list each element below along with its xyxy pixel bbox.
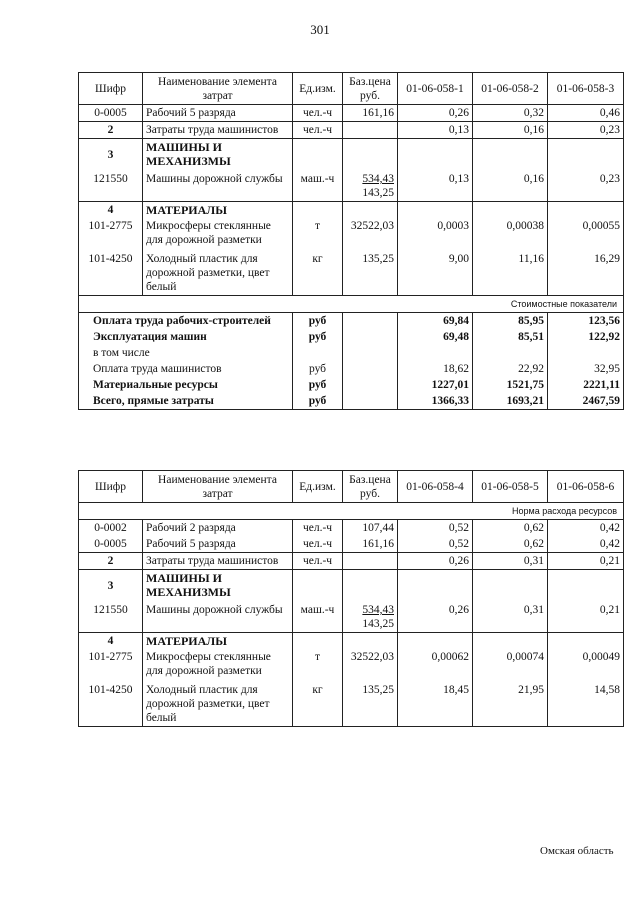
header-code: Шифр [79,73,143,105]
row-unit: чел.-ч [293,520,343,537]
row-name: Затраты труда машинистов [143,553,293,570]
row-value: 0,00038 [473,218,548,248]
row-value: 0,26 [398,553,473,570]
table-row [79,679,624,727]
section-row [79,633,624,650]
row-name: Машины дорожной службы [143,602,293,633]
row-price [343,553,398,570]
row-value: 0,31 [473,553,548,570]
row-value: 0,13 [398,171,473,202]
row-value: 16,29 [548,248,624,296]
row-price: 135,25 [343,679,398,727]
cost-name: Оплата труда рабочих-строителей [79,313,293,330]
row-code: 101-4250 [79,679,143,727]
cost-value: 1227,01 [398,377,473,393]
cost-value: 123,56 [548,313,624,330]
header-price: Баз.цена руб. [343,73,398,105]
cost-label-row [79,296,624,313]
row-value: 14,58 [548,679,624,727]
row-name: Холодный пластик для дорожной разметки, цвет белый [143,679,293,727]
table-row [79,105,624,122]
row-code: 0-0005 [79,105,143,122]
row-name: Рабочий 5 разряда [143,105,293,122]
row-price: 32522,03 [343,649,398,679]
header-col-3: 01-06-058-3 [548,73,624,105]
header-col-2: 01-06-058-2 [473,73,548,105]
section-title: МАШИНЫ И МЕХАНИЗМЫ [143,570,293,603]
cost-row [79,377,624,393]
row-value: 0,0003 [398,218,473,248]
cost-name: Оплата труда машинистов [79,361,293,377]
row-value: 0,42 [548,520,624,537]
row-value: 0,13 [398,122,473,139]
row-unit: кг [293,679,343,727]
row-value: 0,31 [473,602,548,633]
cost-value: 1366,33 [398,393,473,410]
row-price: 135,25 [343,248,398,296]
row-value: 0,26 [398,105,473,122]
row-value: 0,16 [473,171,548,202]
cost-value: 69,84 [398,313,473,330]
resource-table-1 [78,72,624,410]
cost-value: 2221,11 [548,377,624,393]
row-value: 0,23 [548,171,624,202]
row-price [343,171,398,202]
row-name: Холодный пластик для дорожной разметки, цвет белый [143,248,293,296]
table-row [79,602,624,633]
cost-name: Эксплуатация машин [79,329,293,345]
price-primary: 534,43 [362,604,394,616]
cost-unit: руб [293,313,343,330]
price-secondary: 143,25 [362,187,394,199]
header-name: Наименование элемента затрат [143,73,293,105]
section-row [79,139,624,172]
cost-value: 85,95 [473,313,548,330]
header-code: Шифр [79,471,143,503]
row-name: Рабочий 2 разряда [143,520,293,537]
row-value: 0,52 [398,520,473,537]
row-price [343,122,398,139]
row-unit: т [293,649,343,679]
row-name: Затраты труда машинистов [143,122,293,139]
row-unit: чел.-ч [293,536,343,553]
section-code: 4 [79,202,143,219]
row-value: 0,16 [473,122,548,139]
cost-row [79,345,624,361]
resource-norm-label: Норма расхода ресурсов [79,503,624,520]
section-row [79,570,624,603]
header-unit: Ед.изм. [293,471,343,503]
price-primary: 534,43 [362,173,394,185]
header-name: Наименование элемента затрат [143,471,293,503]
row-value: 0,00055 [548,218,624,248]
row-code: 101-2775 [79,649,143,679]
row-unit: кг [293,248,343,296]
table-row [79,171,624,202]
row-code: 2 [79,122,143,139]
cost-row [79,313,624,330]
section-code: 3 [79,570,143,603]
row-name: Машины дорожной службы [143,171,293,202]
header-col-4: 01-06-058-4 [398,471,473,503]
row-name: Микросферы стеклянные для дорожной разметки [143,649,293,679]
row-price: 161,16 [343,536,398,553]
row-price: 107,44 [343,520,398,537]
cost-value: 1521,75 [473,377,548,393]
cost-value: 1693,21 [473,393,548,410]
page-number: 301 [310,22,330,37]
row-name: Микросферы стеклянные для дорожной разметки [143,218,293,248]
row-unit: чел.-ч [293,553,343,570]
cost-value: 69,48 [398,329,473,345]
table-row [79,248,624,296]
row-price: 161,16 [343,105,398,122]
row-value: 0,32 [473,105,548,122]
cost-unit: руб [293,393,343,410]
row-code: 0-0005 [79,536,143,553]
cost-value: 85,51 [473,329,548,345]
cost-value: 18,62 [398,361,473,377]
section-title: МАТЕРИАЛЫ [143,633,293,650]
table-row [79,649,624,679]
row-code: 121550 [79,602,143,633]
table-header-row [79,471,624,503]
cost-value: 32,95 [548,361,624,377]
row-value: 0,42 [548,536,624,553]
cost-value: 2467,59 [548,393,624,410]
row-name: Рабочий 5 разряда [143,536,293,553]
row-value: 0,21 [548,553,624,570]
row-code: 101-4250 [79,248,143,296]
row-code: 2 [79,553,143,570]
section-code: 3 [79,139,143,172]
row-unit: чел.-ч [293,122,343,139]
header-col-5: 01-06-058-5 [473,471,548,503]
row-price [343,602,398,633]
price-secondary: 143,25 [362,618,394,630]
table-row [79,553,624,570]
region-footer: Омская область [540,845,614,857]
cost-name: Всего, прямые затраты [79,393,293,410]
header-col-1: 01-06-058-1 [398,73,473,105]
cost-row [79,393,624,410]
cost-row [79,361,624,377]
resource-table-2 [78,470,624,727]
row-price: 32522,03 [343,218,398,248]
row-value: 0,00062 [398,649,473,679]
table-row [79,218,624,248]
section-row [79,202,624,219]
row-code: 121550 [79,171,143,202]
cost-subheading: в том числе [79,345,293,361]
row-value: 0,52 [398,536,473,553]
header-price: Баз.цена руб. [343,471,398,503]
table-row [79,536,624,553]
row-unit: маш.-ч [293,171,343,202]
row-code: 0-0002 [79,520,143,537]
cost-row [79,329,624,345]
table-row [79,122,624,139]
row-value: 11,16 [473,248,548,296]
section-title: МАШИНЫ И МЕХАНИЗМЫ [143,139,293,172]
row-unit: маш.-ч [293,602,343,633]
table-header-row [79,73,624,105]
row-value: 0,21 [548,602,624,633]
section-code: 4 [79,633,143,650]
cost-unit: руб [293,361,343,377]
row-code: 101-2775 [79,218,143,248]
table-row [79,520,624,537]
cost-unit: руб [293,329,343,345]
row-value: 0,26 [398,602,473,633]
section-title: МАТЕРИАЛЫ [143,202,293,219]
row-value: 0,00074 [473,649,548,679]
row-unit: т [293,218,343,248]
row-value: 0,62 [473,520,548,537]
row-value: 9,00 [398,248,473,296]
norm-label-row [79,503,624,520]
row-value: 18,45 [398,679,473,727]
row-value: 0,62 [473,536,548,553]
row-value: 0,23 [548,122,624,139]
row-value: 0,46 [548,105,624,122]
cost-value: 22,92 [473,361,548,377]
cost-indicators-label: Стоимостные показатели [79,296,624,313]
cost-name: Материальные ресурсы [79,377,293,393]
header-unit: Ед.изм. [293,73,343,105]
row-value: 0,00049 [548,649,624,679]
row-unit: чел.-ч [293,105,343,122]
row-value: 21,95 [473,679,548,727]
header-col-6: 01-06-058-6 [548,471,624,503]
cost-value: 122,92 [548,329,624,345]
cost-unit: руб [293,377,343,393]
